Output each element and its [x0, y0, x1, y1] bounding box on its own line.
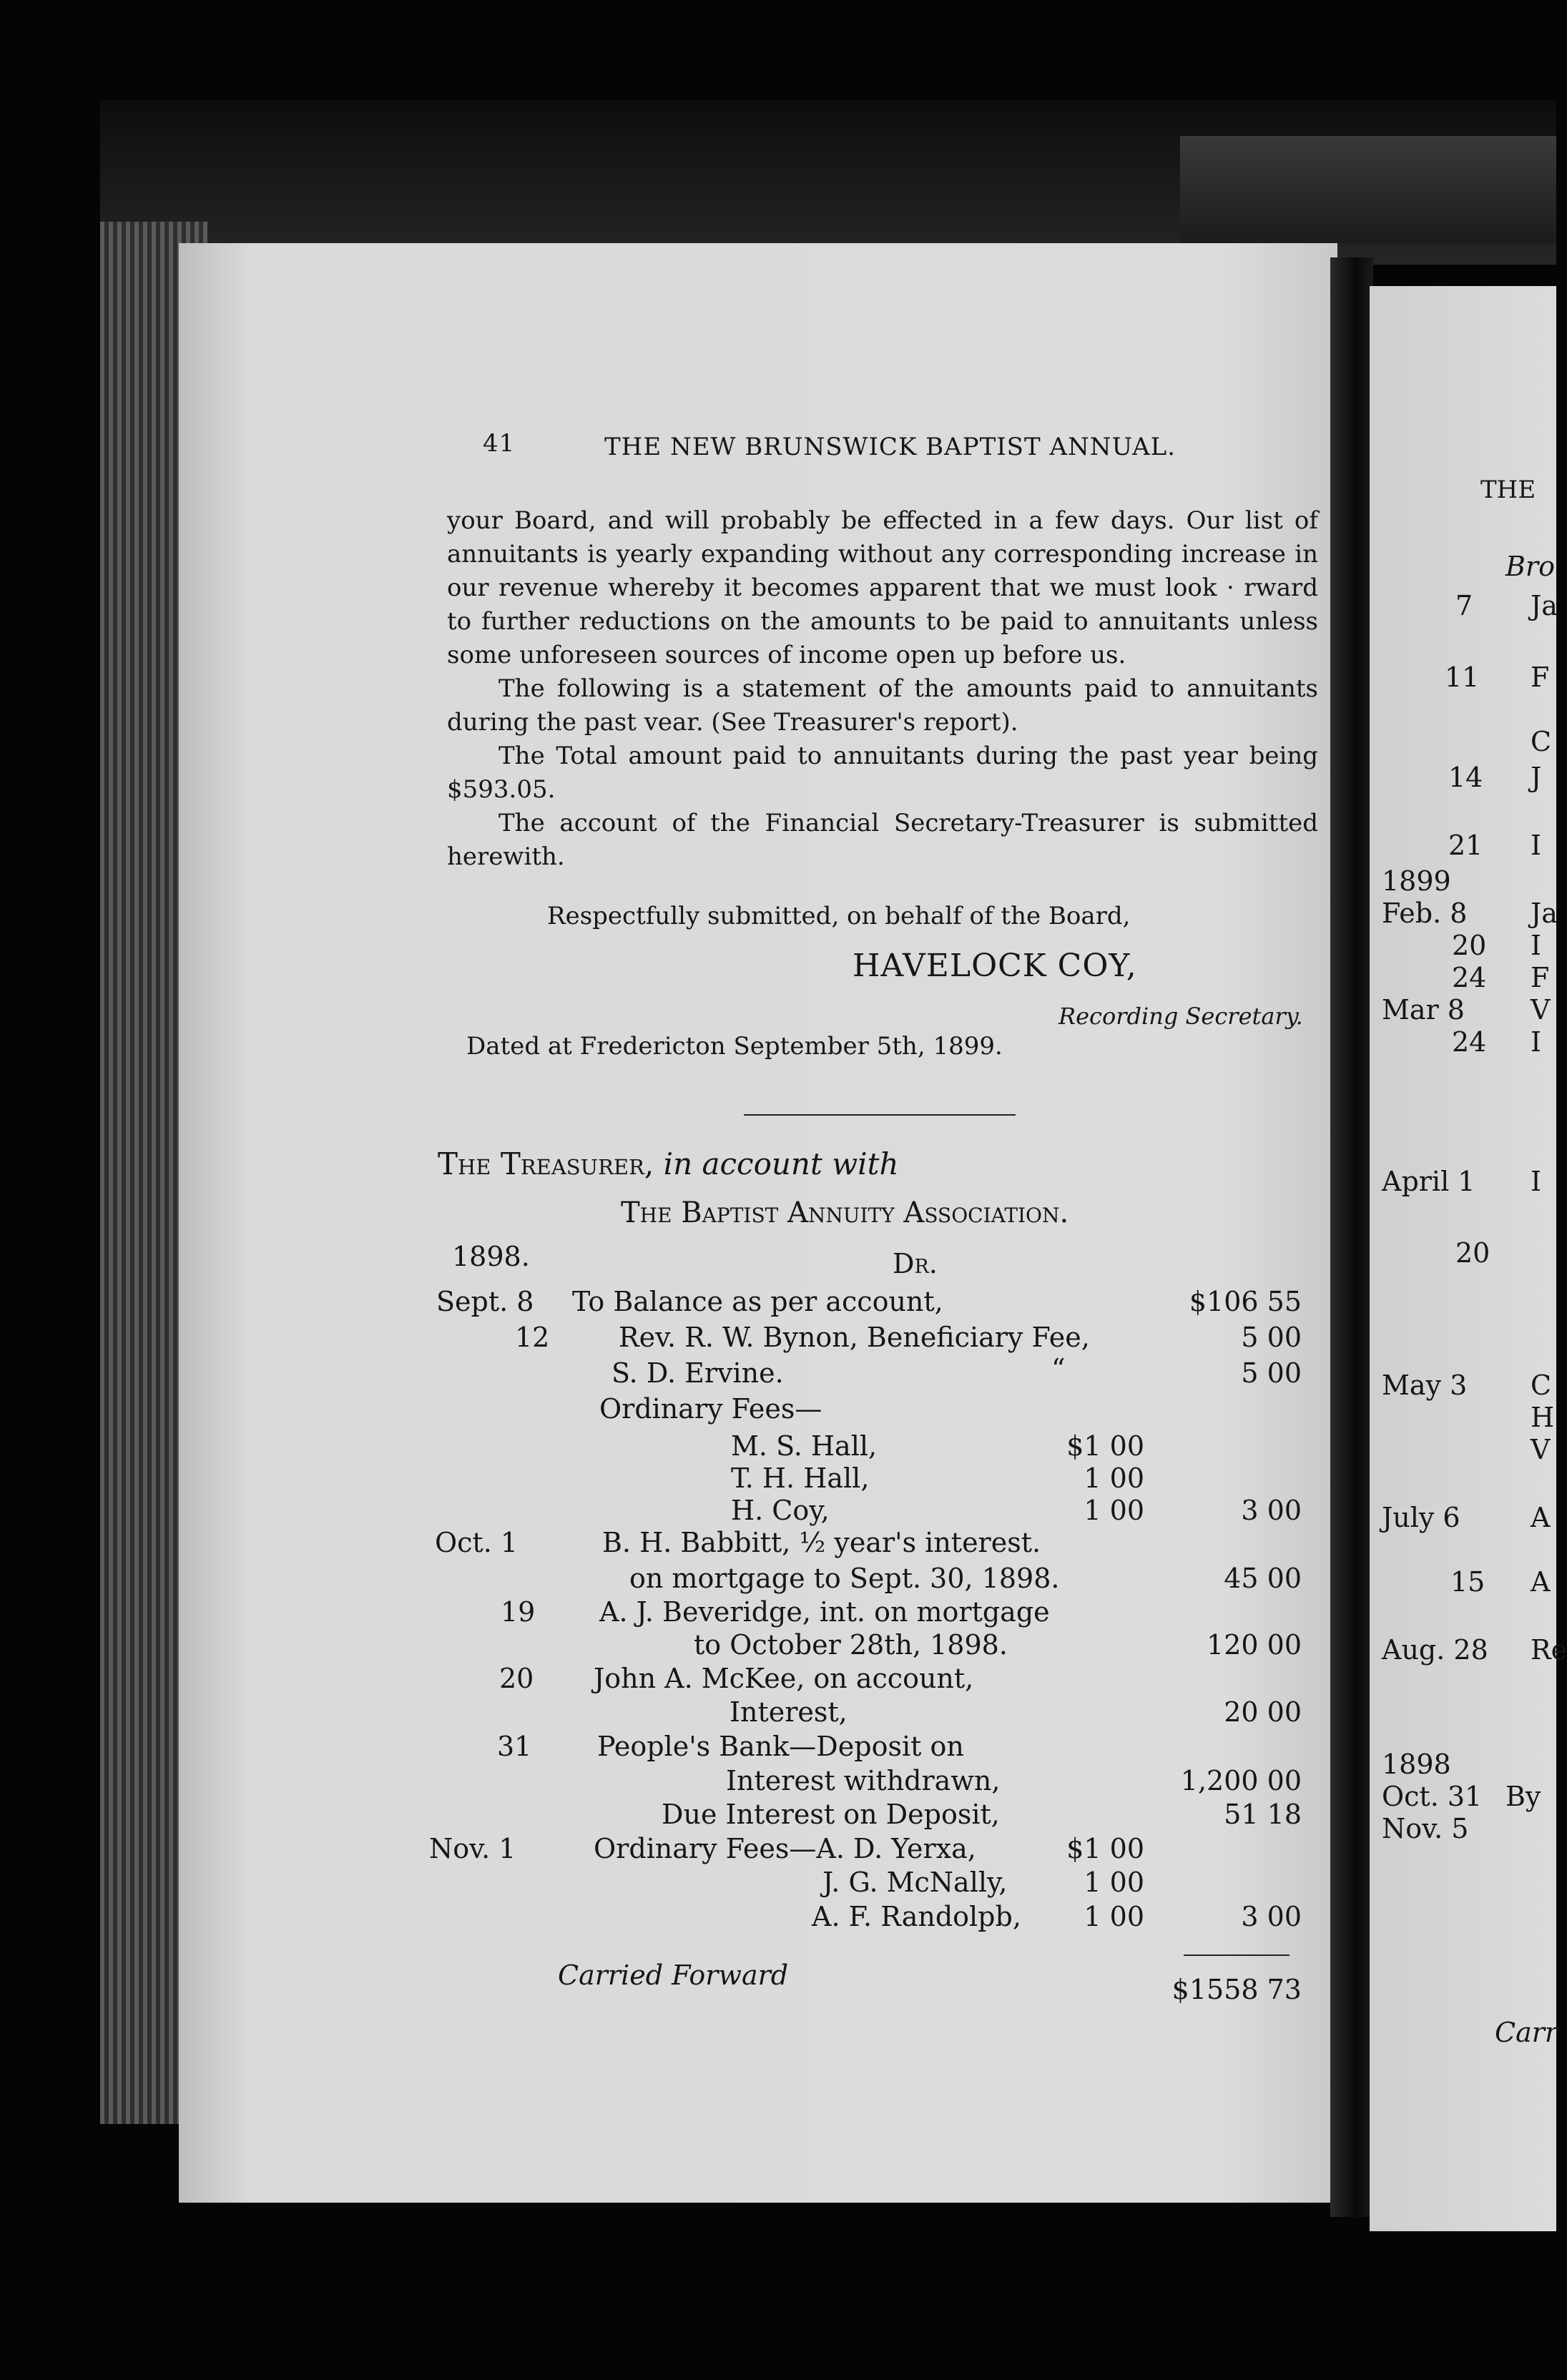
ledger-total: 3 00: [1241, 1495, 1302, 1526]
ledger-date: Sept. 8: [436, 1286, 534, 1317]
ledger-subamount: 1 00: [1084, 1867, 1144, 1898]
ledger-date: 20: [499, 1663, 534, 1694]
ledger-description: J. G. McNally,: [822, 1867, 1008, 1898]
ledger-description: on mortgage to Sept. 30, 1898.: [629, 1563, 1060, 1594]
ledger-subamount: $1 00: [1066, 1430, 1144, 1462]
facing-text-fragment: A: [1531, 1502, 1551, 1533]
ledger-total: 3 00: [1241, 1901, 1302, 1932]
facing-date: Feb. 8: [1382, 898, 1468, 929]
page-number: 41: [483, 429, 516, 458]
ledger-total: 45 00: [1224, 1563, 1302, 1594]
total-rule: [1184, 1954, 1290, 1956]
running-head: THE NEW BRUNSWICK BAPTIST ANNUAL.: [604, 433, 1177, 461]
ledger-description: B. H. Babbitt, ½ year's interest.: [602, 1527, 1041, 1558]
ledger-date: 31: [497, 1731, 532, 1762]
ledger-subamount: 1 00: [1084, 1901, 1144, 1932]
dated-line: Dated at Fredericton September 5th, 1899.: [466, 1032, 1003, 1061]
facing-date: 1898: [1382, 1749, 1451, 1780]
facing-text-fragment: I: [1531, 1166, 1542, 1197]
facing-text-fragment: I: [1531, 930, 1542, 961]
facing-date: 1899: [1382, 865, 1451, 897]
ledger-date: Oct. 1: [435, 1527, 519, 1558]
facing-text-fragment: Re: [1531, 1634, 1567, 1666]
facing-text-fragment: I: [1531, 830, 1542, 861]
ledger-total: $106 55: [1189, 1286, 1302, 1317]
ledger-subamount: 1 00: [1084, 1462, 1144, 1494]
binding-strap: [1180, 136, 1556, 243]
ledger-ditto-mark: “: [1051, 1353, 1066, 1385]
facing-text-fragment: V: [1531, 994, 1551, 1026]
signature-title: Recording Secretary.: [1058, 1003, 1303, 1030]
facing-text-fragment: Ja: [1531, 898, 1558, 929]
facing-running-head: THE: [1480, 476, 1536, 504]
ledger-year: 1898.: [452, 1241, 530, 1272]
ledger-description: A. J. Beveridge, int. on mortgage: [599, 1596, 1050, 1628]
facing-text-fragment: I: [1531, 1026, 1542, 1058]
ledger-description: H. Coy,: [731, 1495, 830, 1526]
closing-line: Respectfully submitted, on behalf of the Board,: [547, 902, 1131, 930]
report-paragraph: The following is a statement of the amounts paid to annuitants during the past vear. (See Treasurer's report).: [447, 674, 1318, 737]
facing-text-fragment: V: [1531, 1434, 1551, 1465]
facing-date: Mar 8: [1382, 994, 1465, 1026]
ledger-description: John A. McKee, on account,: [594, 1663, 974, 1694]
carried-forward-label: Carried Forward: [558, 1959, 789, 1991]
ledger-total: 5 00: [1241, 1357, 1302, 1389]
account-heading: [438, 1146, 899, 1181]
debit-label: Dr.: [893, 1248, 938, 1279]
ledger-subamount: 1 00: [1084, 1495, 1144, 1526]
ledger-total: 1,200 00: [1180, 1765, 1302, 1796]
ledger-description: A. F. Randolpb,: [812, 1901, 1021, 1932]
facing-date: 15: [1450, 1566, 1485, 1598]
facing-date: 11: [1445, 662, 1480, 693]
ledger-description: To Balance as per account,: [572, 1286, 943, 1317]
account-heading-italic: in account with: [663, 1146, 899, 1181]
ledger-total: 51 18: [1224, 1799, 1302, 1830]
ledger-total: 5 00: [1241, 1322, 1302, 1353]
ledger-date: 19: [501, 1596, 536, 1628]
ledger-description: Rev. R. W. Bynon, Beneficiary Fee,: [619, 1322, 1090, 1353]
report-paragraph: The Total amount paid to annuitants during the past year being $593.05.: [447, 742, 1318, 804]
ledger-total: 20 00: [1224, 1696, 1302, 1728]
facing-date: 20: [1452, 930, 1487, 961]
section-divider: [744, 1114, 1016, 1116]
association-name: The Baptist Annuity Association.: [621, 1196, 1069, 1229]
ledger-description: Ordinary Fees—: [599, 1393, 822, 1425]
ledger-total: 120 00: [1207, 1629, 1302, 1661]
facing-text-fragment: A: [1531, 1566, 1551, 1598]
facing-date: April 1: [1382, 1166, 1475, 1197]
facing-date: 21: [1448, 830, 1483, 861]
book-gutter: [1330, 257, 1373, 2217]
facing-text-fragment: C: [1531, 726, 1552, 757]
facing-date: 14: [1448, 762, 1483, 793]
facing-date: 20: [1455, 1237, 1490, 1269]
signature-name: HAVELOCK COY,: [853, 948, 1137, 984]
ledger-date: 12: [515, 1322, 550, 1353]
facing-date: 24: [1452, 962, 1487, 993]
facing-date: 7: [1455, 590, 1473, 621]
facing-text-fragment: Carr: [1495, 2017, 1558, 2048]
facing-text-fragment: F: [1531, 962, 1550, 993]
report-body: [447, 504, 1318, 874]
facing-text-fragment: Bro: [1505, 551, 1555, 582]
facing-date: May 3: [1382, 1370, 1468, 1401]
facing-text-fragment: F: [1531, 662, 1550, 693]
report-paragraph: your Board, and will probably be effected in a few days. Our list of annuitants is yearly expanding without any corresponding increase in our revenue whereby it becomes apparent that we must look · rward to further reductions on the amounts to be paid to annuitants unless some unforeseen sources of income open up before us.: [447, 506, 1318, 669]
facing-text-fragment: Ja: [1531, 590, 1558, 621]
ledger-description: M. S. Hall,: [731, 1430, 878, 1462]
carried-forward-total: $1558 73: [1171, 1974, 1302, 2005]
facing-text-fragment: H: [1531, 1402, 1555, 1433]
ledger-subamount: $1 00: [1066, 1833, 1144, 1864]
ledger-date: Nov. 1: [429, 1833, 516, 1864]
account-heading-main: The Treasurer,: [438, 1146, 654, 1181]
ledger-description: S. D. Ervine.: [611, 1357, 784, 1389]
facing-text-fragment: J: [1531, 762, 1542, 793]
facing-date: 24: [1452, 1026, 1487, 1058]
ledger-description: Ordinary Fees—A. D. Yerxa,: [594, 1833, 976, 1864]
ledger-description: Interest,: [730, 1696, 848, 1728]
facing-date: July 6: [1382, 1502, 1460, 1533]
facing-text-fragment: By: [1505, 1781, 1541, 1812]
facing-date: Aug. 28: [1382, 1634, 1488, 1666]
report-paragraph: The account of the Financial Secretary-Treasurer is submitted herewith.: [447, 809, 1318, 871]
ledger-description: to October 28th, 1898.: [694, 1629, 1008, 1661]
ledger-description: T. H. Hall,: [731, 1462, 870, 1494]
ledger-description: Due Interest on Deposit,: [662, 1799, 1000, 1830]
facing-text-fragment: C: [1531, 1370, 1552, 1401]
facing-date: Oct. 31: [1382, 1781, 1483, 1812]
ledger-description: People's Bank—Deposit on: [597, 1731, 964, 1762]
facing-date: Nov. 5: [1382, 1813, 1469, 1844]
ledger-description: Interest withdrawn,: [726, 1765, 1001, 1796]
